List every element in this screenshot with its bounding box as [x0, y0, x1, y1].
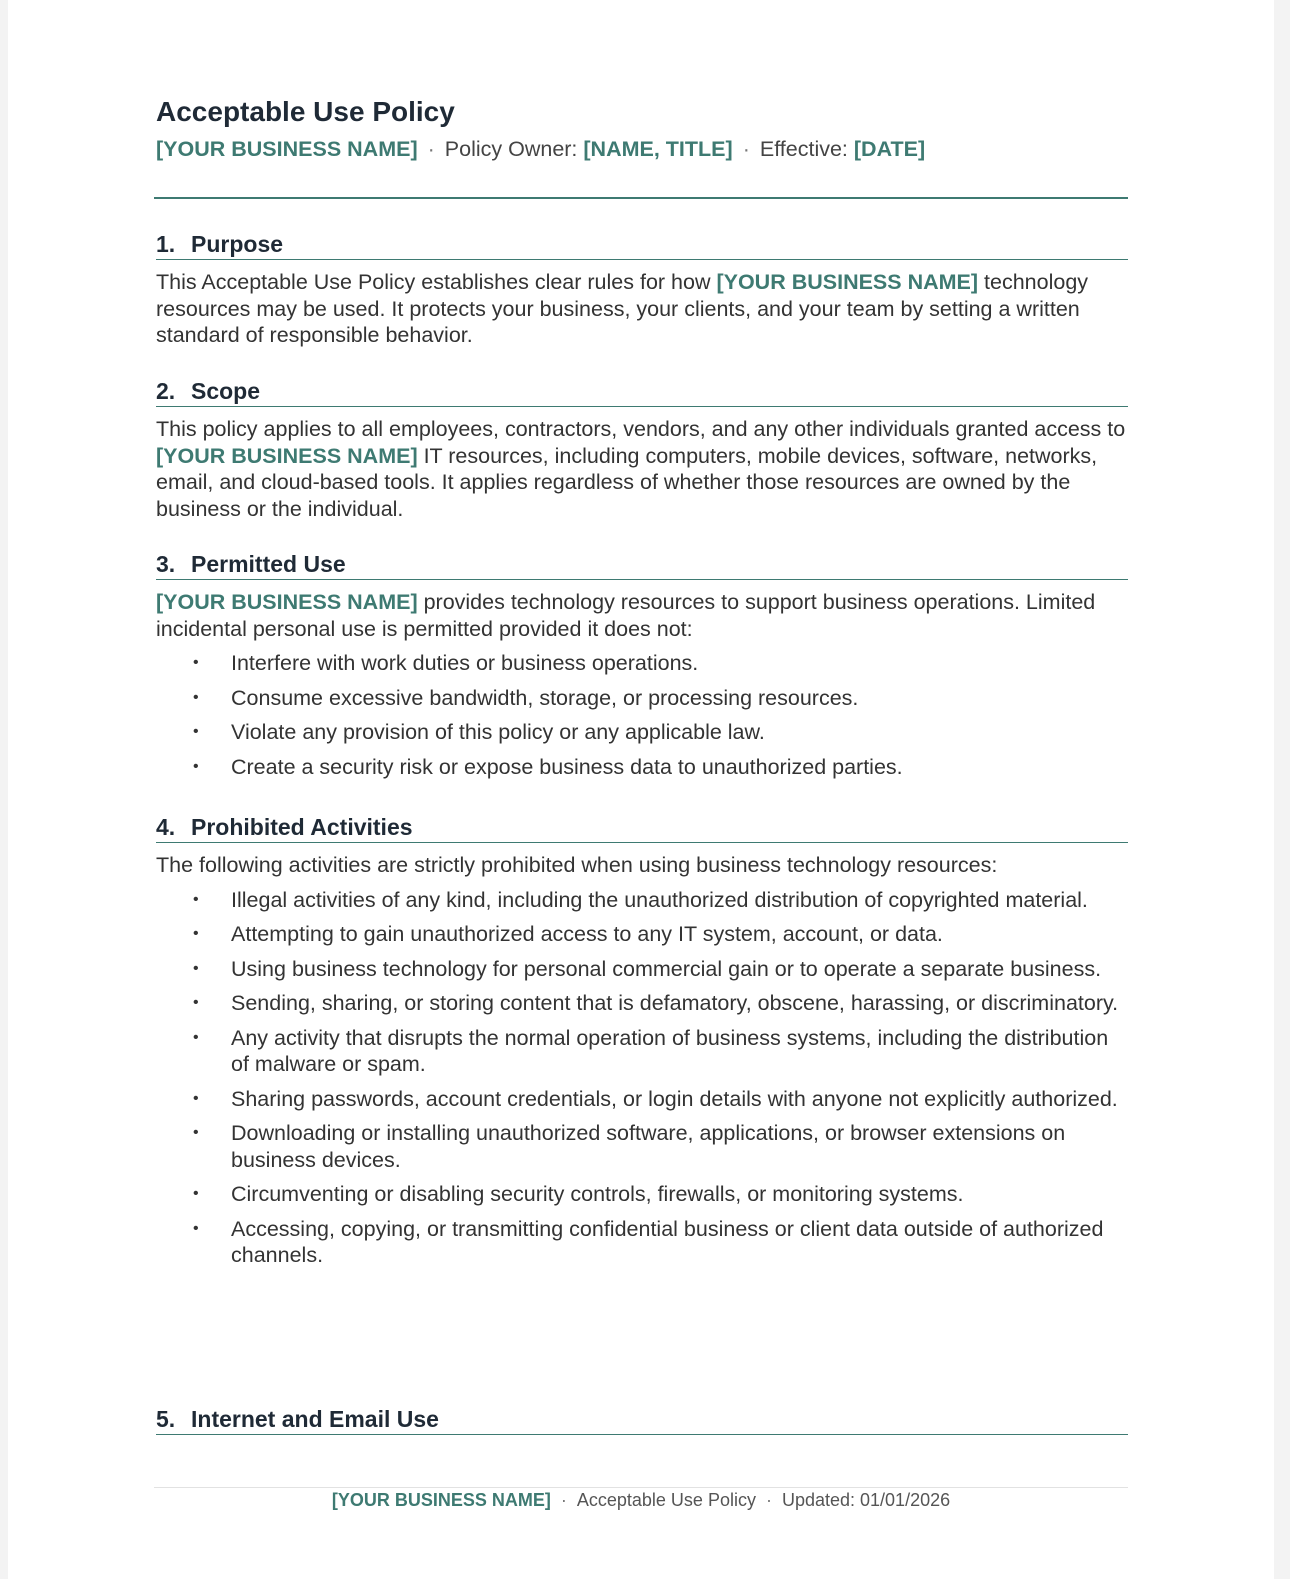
footer-divider — [154, 1487, 1128, 1488]
bullet-icon: • — [193, 959, 199, 977]
header-divider — [154, 197, 1128, 199]
bullet-icon: • — [193, 723, 199, 740]
section-purpose — [156, 230, 1128, 349]
list-item: • Sending, sharing, or storing content that is defamatory, obscene, harassing, or discriminatory. — [193, 991, 1119, 1015]
bullet-icon: • — [193, 688, 199, 706]
business-name-placeholder: [YOUR BUSINESS NAME] — [156, 590, 418, 614]
list-item: • Downloading or installing unauthorized software, applications, or browser extensions on business devices. — [193, 1121, 1066, 1172]
list-item: • Sharing passwords, account credentials, or login details with anyone not explicitly authorized. — [193, 1086, 1118, 1111]
bullet-icon: • — [193, 1185, 199, 1202]
footer-doc-name: Acceptable Use Policy — [576, 1490, 756, 1510]
prohibited-list — [156, 887, 1128, 1269]
document-page — [8, 0, 1274, 1579]
footer-business-name: [YOUR BUSINESS NAME] — [331, 1490, 551, 1510]
section-scope — [156, 377, 1128, 522]
permitted-list — [156, 650, 1128, 780]
meta-separator: · — [427, 137, 435, 161]
list-item: • Attempting to gain unauthorized access to any IT system, account, or data. — [193, 922, 943, 946]
policy-owner-label: Policy Owner: — [444, 137, 578, 161]
list-item: • Illegal activities of any kind, including the unauthorized distribution of copyrighted material. — [193, 887, 1088, 912]
bullet-icon: • — [193, 925, 199, 942]
section-permitted-use — [156, 550, 1128, 788]
section-heading: 3. Permitted Use — [156, 550, 1128, 580]
section-prohibited-activities — [156, 813, 1128, 1277]
page-title: Acceptable Use Policy — [156, 96, 455, 127]
effective-date-placeholder: [DATE] — [853, 137, 926, 161]
footer-separator: · — [560, 1490, 567, 1510]
section-heading: 5. Internet and Email Use — [156, 1405, 1128, 1435]
bullet-icon: • — [193, 890, 199, 908]
list-item: • Using business technology for personal commercial gain or to operate a separate business. — [193, 956, 1102, 981]
bullet-icon: • — [193, 757, 199, 775]
section-heading: 4. Prohibited Activities — [156, 813, 1128, 843]
footer-updated: Updated: 01/01/2026 — [781, 1490, 951, 1510]
bullet-icon: • — [193, 1219, 199, 1237]
bullet-icon: • — [193, 1124, 199, 1141]
effective-label: Effective: — [759, 137, 848, 161]
meta-separator: · — [742, 137, 750, 161]
bullet-icon: • — [193, 994, 199, 1011]
footer-separator: · — [765, 1490, 772, 1510]
bullet-icon: • — [193, 1028, 199, 1046]
list-item: • Violate any provision of this policy or any applicable law. — [193, 720, 765, 744]
section-paragraph: This policy applies to all employees, contractors, vendors, and any other individuals granted access to [YOUR BUSINESS NAME] IT resources, including computers, mobile devices, software, networks, email, and cloud-based tools. It applies regardless of whether those resources are owned by the business or the individual. — [156, 417, 1126, 521]
section-internet-email-use — [156, 1405, 1128, 1435]
bullet-icon: • — [193, 654, 199, 671]
bullet-icon: • — [193, 1089, 199, 1107]
list-item: • Interfere with work duties or business operations. — [193, 651, 699, 675]
page-footer — [8, 1490, 1274, 1511]
list-item: • Circumventing or disabling security controls, firewalls, or monitoring systems. — [193, 1182, 964, 1206]
section-paragraph: [YOUR BUSINESS NAME] provides technology resources to support business operations. Limited incidental personal use is permitted provided it does not: — [156, 590, 1096, 641]
section-heading: 1. Purpose — [156, 230, 1128, 260]
policy-owner-placeholder: [NAME, TITLE] — [583, 137, 733, 161]
business-name-placeholder: [YOUR BUSINESS NAME] — [156, 137, 418, 161]
business-name-placeholder: [YOUR BUSINESS NAME] — [156, 443, 418, 468]
list-item: • Consume excessive bandwidth, storage, or processing resources. — [193, 685, 859, 710]
business-name-placeholder: [YOUR BUSINESS NAME] — [716, 270, 979, 294]
list-item: • Create a security risk or expose business data to unauthorized parties. — [193, 754, 903, 779]
section-paragraph: This Acceptable Use Policy establishes clear rules for how [YOUR BUSINESS NAME] technology resources may be used. It protects your business, your clients, and your team by setting a written standard of responsible behavior. — [156, 270, 1089, 347]
section-paragraph: The following activities are strictly prohibited when using business technology resources: — [156, 853, 998, 877]
section-heading: 2. Scope — [156, 377, 1128, 407]
document-meta — [156, 137, 925, 162]
list-item: • Accessing, copying, or transmitting confidential business or client data outside of authorized channels. — [193, 1216, 1104, 1267]
list-item: • Any activity that disrupts the normal operation of business systems, including the distribution of malware or spam. — [193, 1025, 1109, 1076]
